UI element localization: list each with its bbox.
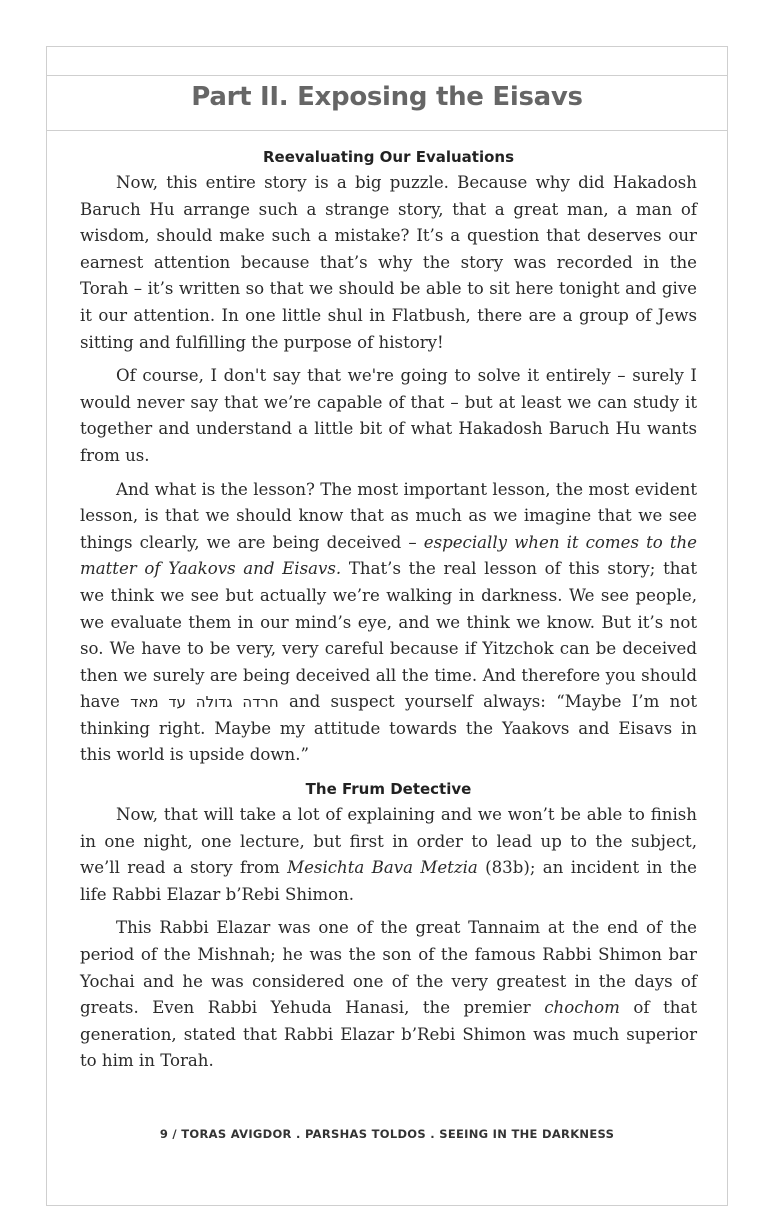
paragraph-text: That’s the real lesson of this story; that we think we see but actually we’re walking in darkness. We see people, we evaluate them in our mind’s eye, and we think we know. But it’s not so. We have to be very, very careful because if Yitzchok can be deceived then we surely are being deceived all the time. And therefore you should have: [80, 559, 697, 712]
section-heading: Reevaluating Our Evaluations: [262, 148, 515, 166]
paragraph: [80, 477, 697, 770]
paragraph-text: And what is the lesson? The most important lesson, the most evident lesson, is that we should know that as much as we imagine that we see things clearly, we are being deceived –: [80, 479, 697, 552]
paragraph-text: and suspect yourself always: “Maybe I’m not thinking right. Maybe my attitude towards the Yaakovs and Eisavs in this world is upside down.”: [80, 692, 698, 765]
paragraph-italic: especially when it comes to the matter of Yaakovs and Eisavs.: [80, 532, 697, 579]
paragraph-text: Now, that will take a lot of explaining and we won’t be able to finish in one night, one lecture, but first in order to lead up to the subject, we’ll read a story from: [80, 805, 697, 878]
paragraph-italic: chochom: [544, 998, 620, 1018]
title-rule-bottom: [46, 130, 728, 131]
paragraph: Now, this entire story is a big puzzle. Because why did Hakadosh Baruch Hu arrange such a strange story, that a great man, a man of wisdom, should make such a mistake? It’s a question that deserves our earnest attention because that’s why the story was recorded in the Torah – it’s written so that we should be able to sit here tonight and give it our attention. In one little shul in Flatbush, there are a group of Jews sitting and fulfilling the purpose of history!: [80, 173, 697, 352]
section-heading: The Frum Detective: [305, 780, 472, 799]
hebrew-phrase: חרדה גדולה עד מאד: [130, 693, 279, 712]
title-rule-top: [46, 75, 728, 76]
paragraph: [80, 915, 697, 1075]
paragraph-text: of that generation, stated that Rabbi Elazar b’Rebi Shimon was much superior to him in Torah.: [80, 998, 697, 1071]
article-body: [80, 144, 697, 1082]
paragraph: [80, 802, 697, 908]
paragraph-text: (83b); an incident in the life Rabbi Elazar b’Rebi Shimon.: [80, 858, 697, 904]
page-title: Part II. Exposing the Eisavs: [191, 82, 583, 112]
paragraph-text: This Rabbi Elazar was one of the great Tannaim at the end of the period of the Mishnah; he was the son of the famous Rabbi Shimon bar Yochai and he was considered one of the very greatest in the days of greats. Even Rabbi Yehuda Hanasi, the premier: [80, 918, 697, 1018]
paragraph: Of course, I don't say that we're going to solve it entirely – surely I would never say that we’re capable of that – but at least we can study it together and understand a little bit of what Hakadosh Baruch Hu wants from us.: [80, 366, 697, 465]
paragraph-italic: Mesichta Bava Metzia: [287, 858, 478, 878]
page-footer: 9 / TORAS AVIGDOR . PARSHAS TOLDOS . SEEING IN THE DARKNESS: [159, 1127, 615, 1141]
